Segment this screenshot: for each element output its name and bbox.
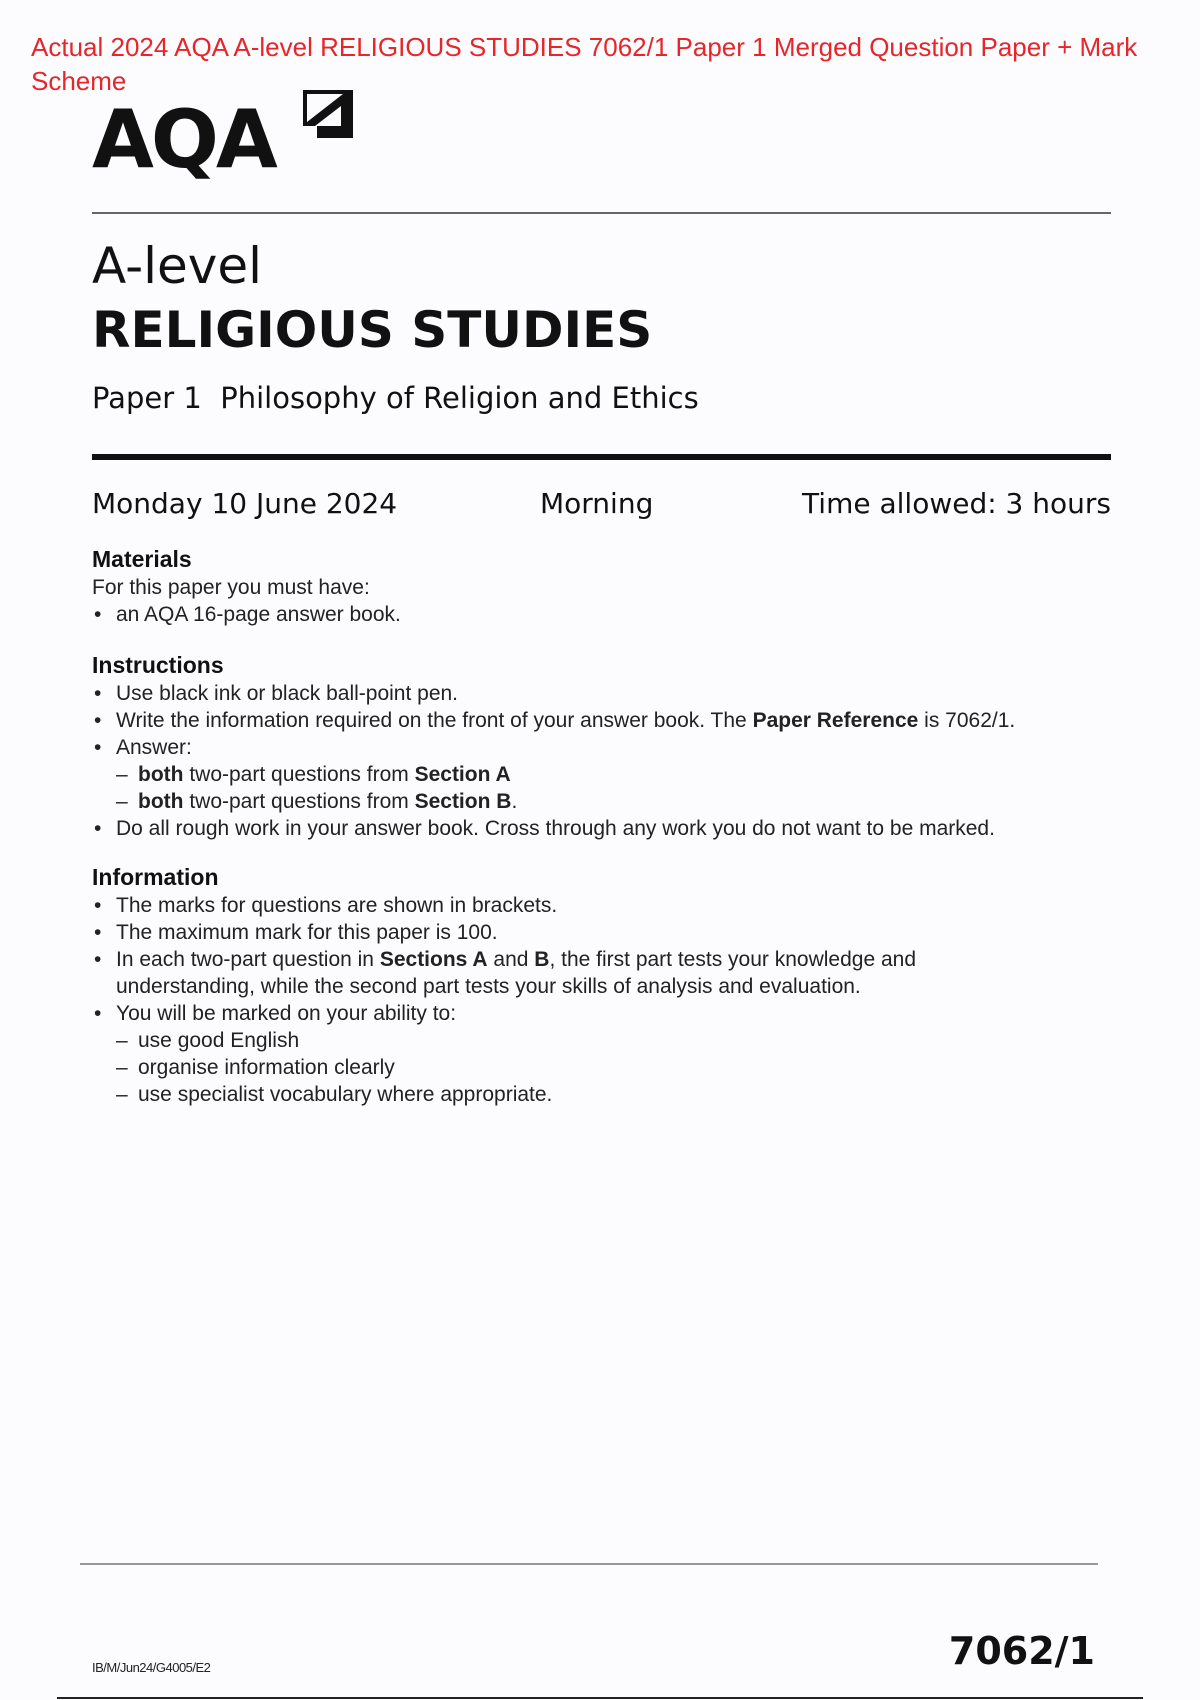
aqa-logo — [92, 86, 362, 186]
information-item: • The marks for questions are shown in brackets. — [92, 892, 1111, 919]
materials-heading: Materials — [92, 546, 192, 572]
footer-paper-reference: 7062/1 — [948, 1629, 1095, 1673]
exam-session: Morning — [540, 487, 654, 520]
instruction-item: • Use black ink or black ball-point pen. — [92, 680, 1111, 707]
instruction-item: • Answer: — [92, 734, 1111, 761]
information-section — [92, 862, 1111, 1108]
instruction-subitem: – both two-part questions from Section B. — [92, 788, 1111, 815]
instruction-subitem: – both two-part questions from Section A — [92, 761, 1111, 788]
time-allowed: Time allowed: 3 hours — [802, 487, 1111, 520]
information-item: • In each two-part question in Sections A and B, the first part tests your knowledge and — [92, 946, 1111, 973]
information-item: • The maximum mark for this paper is 100. — [92, 919, 1111, 946]
information-item-continued: understanding, while the second part tests your skills of analysis and evaluation. — [116, 975, 861, 998]
aqa-logo-text: AQA — [92, 93, 275, 186]
aqa-logo-mark-icon — [297, 86, 357, 148]
subject-title: RELIGIOUS STUDIES — [92, 301, 653, 359]
instruction-item: • Do all rough work in your answer book. Cross through any work you do not want to be marked. — [92, 815, 1111, 842]
page-bottom-edge — [57, 1697, 1143, 1699]
title-divider — [92, 454, 1111, 460]
exam-details — [92, 484, 1111, 524]
materials-item: • an AQA 16-page answer book. — [92, 601, 1111, 628]
information-heading: Information — [92, 864, 219, 890]
information-subitem: – use specialist vocabulary where appropriate. — [92, 1081, 1111, 1108]
instructions-section — [92, 650, 1111, 842]
information-item: • You will be marked on your ability to: — [92, 1000, 1111, 1027]
information-subitem: – organise information clearly — [92, 1054, 1111, 1081]
materials-section — [92, 544, 1111, 628]
footer-code: IB/M/Jun24/G4005/E2 — [92, 1660, 211, 1675]
materials-intro: For this paper you must have: — [92, 576, 370, 599]
instruction-item: • Write the information required on the front of your answer book. The Paper Reference is 7062/1. — [92, 707, 1111, 734]
document-banner: Actual 2024 AQA A-level RELIGIOUS STUDIES 7062/1 Paper 1 Merged Question Paper + Mark Scheme — [31, 32, 1138, 96]
footer-divider — [80, 1563, 1098, 1565]
instructions-heading: Instructions — [92, 652, 224, 678]
header-divider — [92, 212, 1111, 214]
exam-date: Monday 10 June 2024 — [92, 487, 398, 520]
information-subitem: – use good English — [92, 1027, 1111, 1054]
qualification-level: A-level — [92, 237, 263, 295]
paper-title: Paper 1 Philosophy of Religion and Ethics — [92, 381, 699, 415]
